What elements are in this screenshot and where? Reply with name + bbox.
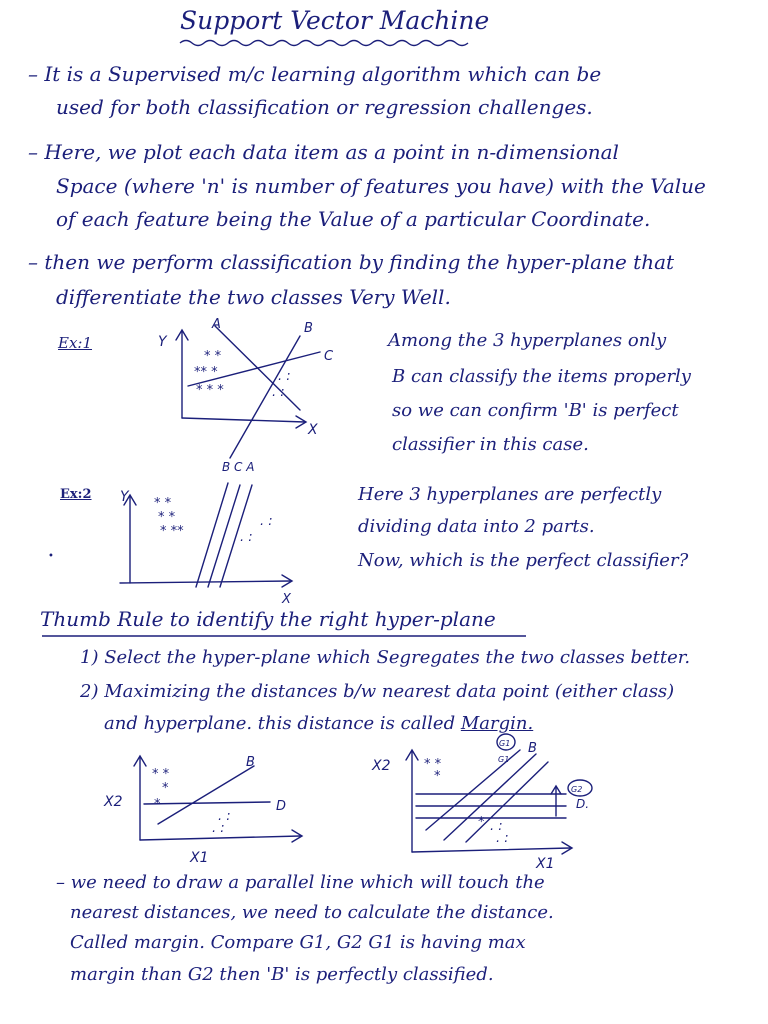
conclusion-line-2: nearest distances, we need to calculate the distance. [70,902,554,923]
fig4-g2: G2 [571,785,583,794]
ex2-line-c [208,485,240,587]
conclusion-line-1: – we need to draw a parallel line which will touch the [56,872,545,893]
thumb-rule-heading: Thumb Rule to identify the right hyper-plane [40,607,496,631]
ex1-x-axis [182,418,305,422]
fig4-line-d-label: D. [576,797,590,811]
fig3-line-b-label: B [246,755,255,770]
ex2-star: * * [154,496,172,511]
fig4-star: * [434,769,441,784]
ex2-note-line-2: dividing data into 2 parts. [358,516,595,537]
fig4 [370,722,600,872]
ex1-star: * * * [196,383,224,398]
ex2-label: Ex:2 [60,487,92,502]
fig3-y-label: X2 [104,794,123,810]
bullet-2-line-2: Space (where 'n' is number of features you have) with the Value [56,174,706,198]
fig3-x-label: X1 [190,850,209,866]
conclusion-line-4: margin than G2 then 'B' is perfectly classified. [70,964,494,985]
conclusion-line-3: Called margin. Compare G1, G2 G1 is having max [70,932,526,953]
ex2-star: * * [158,510,176,525]
fig3-dot: . : [218,809,231,824]
ex1-label: Ex:1 [58,334,93,352]
ex1-dot: . : [272,385,285,400]
ex2-line-b [196,483,228,587]
fig4-star: * * [424,757,442,772]
fig3-line-d-label: D [276,799,287,814]
thumb-rule-2-line-2: and hyperplane. this distance is called Margin. [104,713,534,734]
fig4-star: * [478,815,485,830]
ex1-line-c-label: C [324,349,334,364]
ex1-note-line-3: so we can confirm 'B' is perfect [392,400,679,421]
fig3 [100,748,320,868]
title-underline [178,38,478,48]
ex1-line-b-label: B [304,321,313,336]
ex2-x-axis [120,581,290,583]
fig3-line-b [158,766,254,824]
bullet-1-line-1: – It is a Supervised m/c learning algorithm which can be [28,62,602,86]
bullet-3-line-1: – then we perform classification by finding the hyper-plane that [28,250,675,274]
ex1-note-line-1: Among the 3 hyperplanes only [388,330,667,351]
fig4-margin-line [466,762,548,842]
ex1-dot: . : [278,369,291,384]
fig4-dot: . : [490,819,503,834]
page-title: Support Vector Machine [180,6,490,35]
ex1-star: * * [204,349,222,364]
fig4-x-label: X1 [536,856,555,872]
bullet-2-line-3: of each feature being the Value of a particular Coordinate. [56,207,651,231]
ex2-dot: . : [240,530,253,545]
fig3-line-d [144,802,270,804]
ex2-axis-y: Y [120,489,129,505]
bullet-2-line-1: – Here, we plot each data item as a point in n-dimensional [28,140,619,164]
ex1-note-line-4: classifier in this case. [392,434,589,455]
ex1-line-b [230,336,300,458]
ex1-axis-x: X [308,422,318,438]
ex1-star: ** * [194,365,218,380]
fig3-star: * [162,781,169,796]
fig4-x-axis [412,848,570,852]
bullet-1-line-2: used for both classification or regression challenges. [56,95,593,119]
margin-term: Margin. [460,713,534,734]
ex2-figure [100,455,310,605]
ex2-axis-x: X [282,592,291,607]
thumb-rule-1: 1) Select the hyper-plane which Segregates the two classes better. [80,647,691,668]
fig4-line-b-label: B [528,741,537,756]
thumb-rule-2-line-1: 2) Maximizing the distances b/w nearest data point (either class) [80,681,675,702]
ex1-line-a-label: A [212,317,221,332]
ex2-note-line-1: Here 3 hyperplanes are perfectly [358,484,662,505]
thumb-rule-underline [40,632,530,642]
fig4-g1-top: G1 [499,739,511,748]
ex1-note-line-2: B can classify the items properly [392,366,691,387]
ex1-figure [140,318,350,463]
ex2-dot: . : [260,514,273,529]
ex2-note-line-3: Now, which is the perfect classifier? [358,550,689,571]
fig3-dot: . : [212,821,225,836]
stray-dot: • [48,551,54,562]
bullet-3-line-2: differentiate the two classes Very Well. [56,285,451,309]
ex2-star: * ** [160,524,184,539]
fig3-x-axis [140,836,300,840]
ex2-lines-label: B C A [222,460,255,474]
fig3-star: * [154,797,161,812]
ex1-axis-y: Y [158,334,167,350]
fig4-y-label: X2 [372,758,391,774]
fig4-dot: . : [496,831,509,846]
fig4-g1-mid: G1 [498,755,510,764]
fig3-star: * * [152,767,170,782]
